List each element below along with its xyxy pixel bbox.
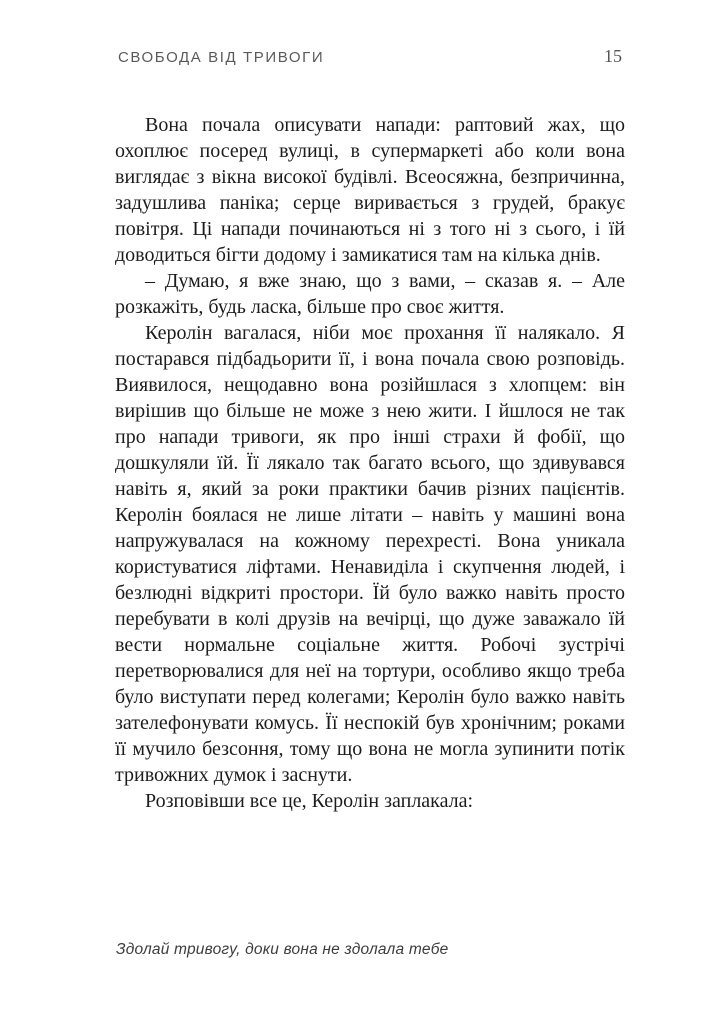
footer-text: Здолай тривогу, доки вона не здолала тебе [116, 941, 449, 958]
paragraph-closing: Розповівши все це, Керолін заплакала: [145, 790, 474, 812]
body-text [115, 112, 625, 814]
page-footer [116, 941, 449, 959]
page-header [118, 46, 622, 67]
running-title: СВОБОДА ВІД ТРИВОГИ [118, 49, 325, 66]
page-number: 15 [604, 46, 622, 66]
paragraph-dialogue: – Думаю, я вже знаю, що з вами, – сказав я. – Але розкажіть, будь ласка, більше про своє життя. [115, 270, 625, 318]
paragraph-story: Керолін вагалася, ніби моє прохання її налякало. Я постарався підбадьорити її, і вона почала свою розповідь. Виявилося, нещодавно вона розійшлася з хлопцем: він вирішив що більше не може з нею жити. І йшлося не так про напади тривоги, як про інші страхи й фобії, що дошкуляли їй. Її лякало так багато всього, що здивувався навіть я, який за роки практики бачив різних пацієнтів. Керолін боялася не лише літати – навіть у машині вона напружувалася на кожному перехресті. Вона уникала користуватися ліфтами. Ненавиділа і скупчення людей, і безлюдні відкриті простори. Їй було важко навіть просто перебувати в колі друзів на вечірці, що дуже заважало їй вести нормальне соціальне життя. Робочі зустрічі перетворювалися для неї на тортури, особливо якщо треба було виступати перед колегами; Керолін було важко навіть зателефонувати комусь. Її неспокій був хронічним; роками її мучило безсоння, тому що вона не могла зупинити потік тривожних думок і заснути. [115, 322, 625, 786]
paragraph-intro: Вона почала описувати напади: раптовий жах, що охоплює посеред вулиці, в супермаркеті або коли вона виглядає з вікна високої будівлі. Всеосяжна, безпричинна, задушлива паніка; серце виривається з грудей, бракує повітря. Ці напади починаються ні з того ні з сього, і їй доводиться бігти додому і замикатися там на кілька днів. [115, 114, 625, 266]
